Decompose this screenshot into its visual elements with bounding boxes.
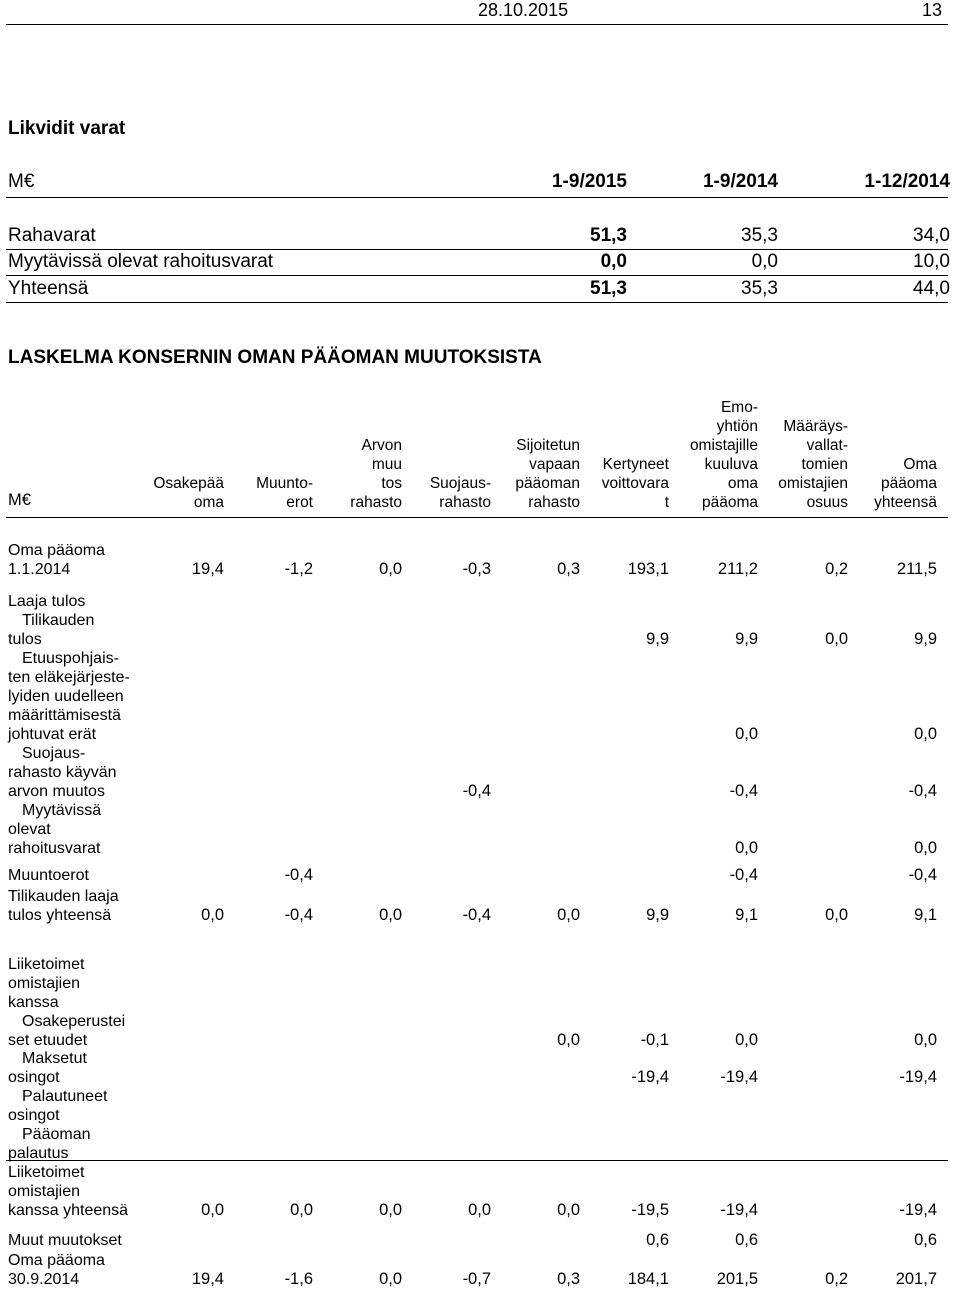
equity-cell: -0,4	[729, 866, 758, 884]
equity-cell: 0,0	[379, 1270, 402, 1288]
equity-col-header	[134, 474, 224, 512]
liquid-cell: 0,0	[751, 251, 778, 272]
equity-cell: 211,2	[717, 560, 758, 578]
equity-row-label: Pääoman	[22, 1126, 91, 1143]
equity-col-header-line: Suojaus-	[429, 475, 491, 492]
equity-cell: -1,2	[284, 560, 313, 578]
liquid-col-2: 1-9/2014	[702, 171, 778, 192]
header-rule	[6, 24, 948, 25]
equity-col-header-line: voittovara	[601, 475, 669, 492]
equity-cell: -1,6	[284, 1270, 313, 1288]
equity-col-header-line: Kertyneet	[602, 456, 669, 473]
equity-cell: 0,0	[914, 839, 937, 857]
equity-col-header	[579, 455, 669, 512]
equity-row-label: Muuntoerot	[8, 867, 89, 884]
equity-cell: -0,4	[462, 782, 491, 800]
equity-cell: 0,0	[290, 1201, 313, 1219]
equity-cell: 0,0	[379, 906, 402, 924]
liquid-cell: 44,0	[913, 278, 950, 299]
equity-col-header	[758, 417, 848, 512]
liquid-cell: 51,3	[590, 225, 627, 246]
equity-cell: -0,4	[284, 906, 313, 924]
equity-col-header-line: oma	[727, 475, 758, 492]
equity-col-header-line: erot	[286, 494, 313, 511]
equity-cell: -0,4	[284, 866, 313, 884]
liquid-total-rule	[6, 275, 948, 276]
equity-cell: 9,9	[914, 630, 937, 648]
equity-col-header-line: t	[664, 494, 669, 511]
equity-cell: 0,0	[557, 1031, 580, 1049]
equity-row-label: Liiketoimet	[8, 956, 85, 973]
equity-owners-rule	[6, 1160, 948, 1161]
equity-row-label: omistajien	[8, 975, 81, 992]
equity-row-label: Liiketoimet	[8, 1164, 85, 1181]
equity-row-label: 30.9.2014	[8, 1271, 80, 1288]
equity-row-label: määrittämisestä	[8, 707, 121, 724]
equity-cell: 0,3	[557, 560, 580, 578]
liquid-cell: 34,0	[913, 225, 950, 246]
equity-row-label: Muut muutokset	[8, 1232, 122, 1249]
equity-col-header-line: vallat-	[806, 437, 848, 454]
equity-cell: 0,0	[914, 1031, 937, 1049]
equity-cell: 9,9	[646, 906, 669, 924]
equity-col-header	[847, 455, 937, 512]
equity-cell: -0,7	[462, 1270, 491, 1288]
equity-row-label: rahasto käyvän	[8, 764, 117, 781]
equity-row-label: Tilikauden	[22, 612, 95, 629]
equity-col-header-line: Sijoitetun	[516, 437, 580, 454]
equity-row-label: Myytävissä	[22, 802, 102, 819]
equity-cell: -19,4	[899, 1201, 937, 1219]
equity-col-header-line: kuuluva	[704, 456, 758, 473]
equity-col-header	[401, 474, 491, 512]
equity-cell: 9,1	[914, 906, 937, 924]
equity-row-label: tulos yhteensä	[8, 907, 112, 924]
equity-col-header-line: rahasto	[439, 494, 491, 511]
equity-cell: 0,0	[201, 906, 224, 924]
equity-cell: -19,4	[720, 1068, 758, 1086]
equity-col-header-line: Määräys-	[783, 418, 848, 435]
equity-cell: 193,1	[627, 560, 669, 578]
equity-row-label: omistajien	[8, 1183, 81, 1200]
equity-cell: -0,4	[908, 866, 937, 884]
equity-row-label: johtuvat erät	[8, 726, 97, 743]
equity-cell: -19,4	[899, 1068, 937, 1086]
equity-row-label: osingot	[8, 1069, 60, 1086]
equity-col-header-line: Muunto-	[256, 475, 313, 492]
equity-row-label: Osakeperustei	[22, 1013, 126, 1030]
equity-cell: 19,4	[191, 1270, 224, 1288]
equity-cell: 0,0	[379, 560, 402, 578]
equity-cell: -0,3	[462, 560, 491, 578]
equity-col-header-line: pääoman	[515, 475, 580, 492]
equity-row-label: arvon muutos	[8, 783, 105, 800]
equity-cell: 0,0	[735, 725, 758, 743]
equity-cell: 0,3	[557, 1270, 580, 1288]
equity-row-label: Etuuspohjais-	[22, 650, 119, 667]
equity-cell: -0,1	[640, 1031, 669, 1049]
liquid-row-label: Myytävissä olevat rahoitusvarat	[8, 251, 274, 272]
equity-col-header-line: omistajille	[689, 437, 758, 454]
report-date: 28.10.2015	[478, 0, 569, 20]
equity-col-header-line: vapaan	[529, 456, 580, 473]
equity-cell: 0,6	[646, 1231, 669, 1249]
equity-cell: 0,0	[825, 630, 848, 648]
equity-cell: 0,6	[735, 1231, 758, 1249]
liquid-cell: 35,3	[741, 225, 778, 246]
equity-col-header-line: tos	[381, 475, 402, 492]
equity-cell: 0,0	[735, 1031, 758, 1049]
equity-col-header-line: tomien	[801, 456, 848, 473]
equity-col-header-line: oma	[193, 494, 224, 511]
equity-title: LASKELMA KONSERNIN OMAN PÄÄOMAN MUUTOKSISTA	[8, 347, 542, 368]
equity-col-header-line: Osakepää	[153, 475, 224, 492]
equity-cell: 0,0	[825, 906, 848, 924]
equity-row-label: set etuudet	[8, 1032, 88, 1049]
equity-row-label: 1.1.2014	[8, 561, 71, 578]
equity-cell: 184,1	[627, 1270, 669, 1288]
equity-cell: 0,2	[825, 1270, 848, 1288]
equity-cell: 201,5	[716, 1270, 758, 1288]
equity-col-header-line: omistajien	[778, 475, 848, 492]
equity-cell: 19,4	[191, 560, 224, 578]
equity-cell: -19,4	[631, 1068, 669, 1086]
equity-col-header-line: Emo-	[720, 399, 758, 416]
liquid-cell: 10,0	[913, 251, 950, 272]
equity-row-label: Suojaus-	[22, 745, 86, 762]
equity-cell: 0,0	[557, 1201, 580, 1219]
equity-head-rule	[6, 517, 948, 518]
equity-col-header-line: yhteensä	[874, 494, 937, 511]
equity-cell: 0,0	[379, 1201, 402, 1219]
equity-row-label: osingot	[8, 1107, 60, 1124]
equity-row-label: olevat	[8, 821, 51, 838]
equity-row-label: tulos	[8, 631, 42, 648]
equity-col-header-line: pääoma	[701, 494, 758, 511]
liquid-row-label: Yhteensä	[8, 278, 89, 299]
equity-cell: -19,4	[720, 1201, 758, 1219]
equity-row-label: kanssa yhteensä	[8, 1202, 129, 1219]
equity-cell: 211,5	[896, 560, 937, 578]
equity-col-header-line: rahasto	[350, 494, 402, 511]
equity-row-label: rahoitusvarat	[8, 840, 101, 857]
equity-col-header	[668, 398, 758, 512]
equity-col-header-line: Oma	[903, 456, 937, 473]
equity-col-header-line: Arvon	[361, 437, 402, 454]
equity-unit: M€	[8, 491, 31, 509]
liquid-unit: M€	[8, 171, 35, 192]
equity-cell: 0,0	[468, 1201, 491, 1219]
equity-cell: 201,7	[895, 1270, 937, 1288]
equity-row-label: lyiden uudelleen	[8, 688, 124, 705]
equity-cell: 9,9	[735, 630, 758, 648]
equity-cell: 0,0	[914, 725, 937, 743]
liquid-bottom-rule	[6, 302, 948, 303]
equity-col-header-line: yhtiön	[716, 418, 758, 435]
equity-row-label: Maksetut	[22, 1050, 87, 1067]
equity-row-label: Tilikauden laaja	[8, 888, 119, 905]
liquid-head-rule	[6, 197, 948, 198]
equity-row-label: Laaja tulos	[8, 593, 86, 610]
equity-cell: 0,6	[914, 1231, 937, 1249]
equity-col-header-line: rahasto	[528, 494, 580, 511]
liquid-row-label: Rahavarat	[8, 225, 96, 246]
equity-row-label: Oma pääoma	[8, 1252, 105, 1269]
equity-cell: -0,4	[908, 782, 937, 800]
equity-cell: -0,4	[729, 782, 758, 800]
equity-row-label: Oma pääoma	[8, 542, 105, 559]
liquid-cell: 0,0	[600, 251, 627, 272]
liquid-col-3: 1-12/2014	[864, 171, 950, 192]
equity-row-label: Palautuneet	[22, 1088, 108, 1105]
equity-cell: 0,0	[557, 906, 580, 924]
equity-cell: 0,0	[201, 1201, 224, 1219]
equity-col-header-line: osuus	[806, 494, 848, 511]
equity-row-label: kanssa	[8, 994, 59, 1011]
liquid-title: Likvidit varat	[8, 118, 126, 139]
equity-cell: 0,0	[735, 839, 758, 857]
equity-cell: 9,9	[646, 630, 669, 648]
equity-row-label: palautus	[8, 1145, 69, 1162]
equity-col-header	[312, 436, 402, 512]
equity-col-header-line: pääoma	[880, 475, 937, 492]
liquid-cell: 51,3	[590, 278, 627, 299]
page-number: 13	[921, 0, 942, 20]
equity-cell: 0,2	[825, 560, 848, 578]
equity-cell: -0,4	[462, 906, 491, 924]
liquid-col-1: 1-9/2015	[551, 171, 627, 192]
equity-col-header	[223, 474, 313, 512]
equity-cell: -19,5	[631, 1201, 669, 1219]
liquid-row-rule	[6, 249, 948, 250]
liquid-cell: 35,3	[741, 278, 778, 299]
equity-cell: 9,1	[735, 906, 758, 924]
equity-col-header-line: muu	[371, 456, 402, 473]
equity-row-label: ten eläkejärjeste-	[8, 669, 130, 686]
equity-col-header	[490, 436, 580, 512]
